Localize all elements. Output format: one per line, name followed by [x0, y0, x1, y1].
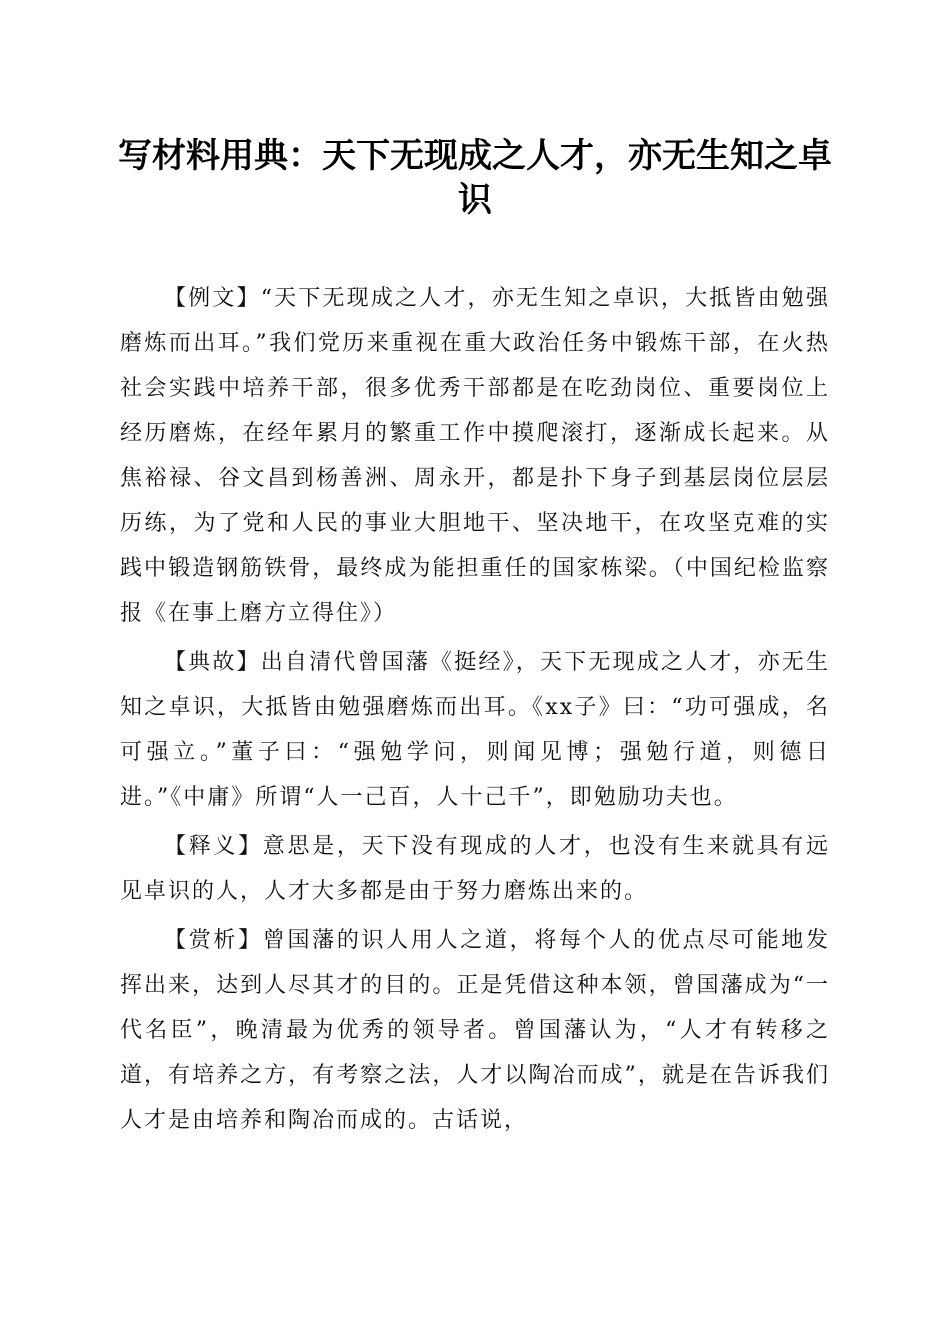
paragraph-text: “天下无现成之人才，亦无生知之卓识，大抵皆由勉强磨炼而出耳。”我们党历来重视在重大政治任务中锻炼干部，在火热社会实践中培养干部，很多优秀干部都是在吃劲岗位、重要岗位上经历磨炼，在经年累月的繁重工作中摸爬滚打，逐渐成长起来。从焦裕禄、谷文昌到杨善洲、周永开，都是扑下身子到基层岗位层层历练，为了党和人民的事业大胆地干、坚决地干，在攻坚克难的实践中锻造钢筋铁骨，最终成为能担重任的国家栋梁。（中国纪检监察报《在事上磨方立得住》） — [120, 286, 830, 626]
paragraph-label: 【典故】 — [164, 650, 261, 675]
paragraph-text: 出自清代曾国藩《挺经》，天下无现成之人才，亦无生知之卓识，大抵皆由勉强磨炼而出耳。《xx子》曰：“功可强成，名可强立。”董子曰：“强勉学问，则闻见博；强勉行道，则德日进。”《中庸》所谓“人一己百，人十己千”，即勉励功夫也。 — [120, 650, 830, 810]
paragraph-label: 【释义】 — [164, 834, 263, 859]
paragraph-label: 【赏析】 — [164, 928, 263, 953]
paragraph-text: 曾国藩的识人用人之道，将每个人的优点尽可能地发挥出来，达到人尽其才的目的。正是凭借这种本领，曾国藩成为“一代名臣”，晚清最为优秀的领导者。曾国藩认为，“人才有转移之道，有培养之方，有考察之法，人才以陶冶而成”，就是在告诉我们人才是由培养和陶冶而成的。古话说， — [120, 928, 830, 1133]
paragraph-example — [120, 276, 830, 636]
paragraph-analysis — [120, 918, 830, 1143]
paragraph-label: 【例文】 — [164, 286, 261, 311]
document-body — [120, 276, 830, 1147]
paragraph-text: 意思是，天下没有现成的人才，也没有生来就具有远见卓识的人，人才大多都是由于努力磨炼出来的。 — [120, 834, 830, 904]
paragraph-meaning — [120, 824, 830, 914]
document-title: 写材料用典：天下无现成之人才，亦无生知之卓识 — [118, 136, 832, 220]
paragraph-allusion — [120, 640, 830, 820]
